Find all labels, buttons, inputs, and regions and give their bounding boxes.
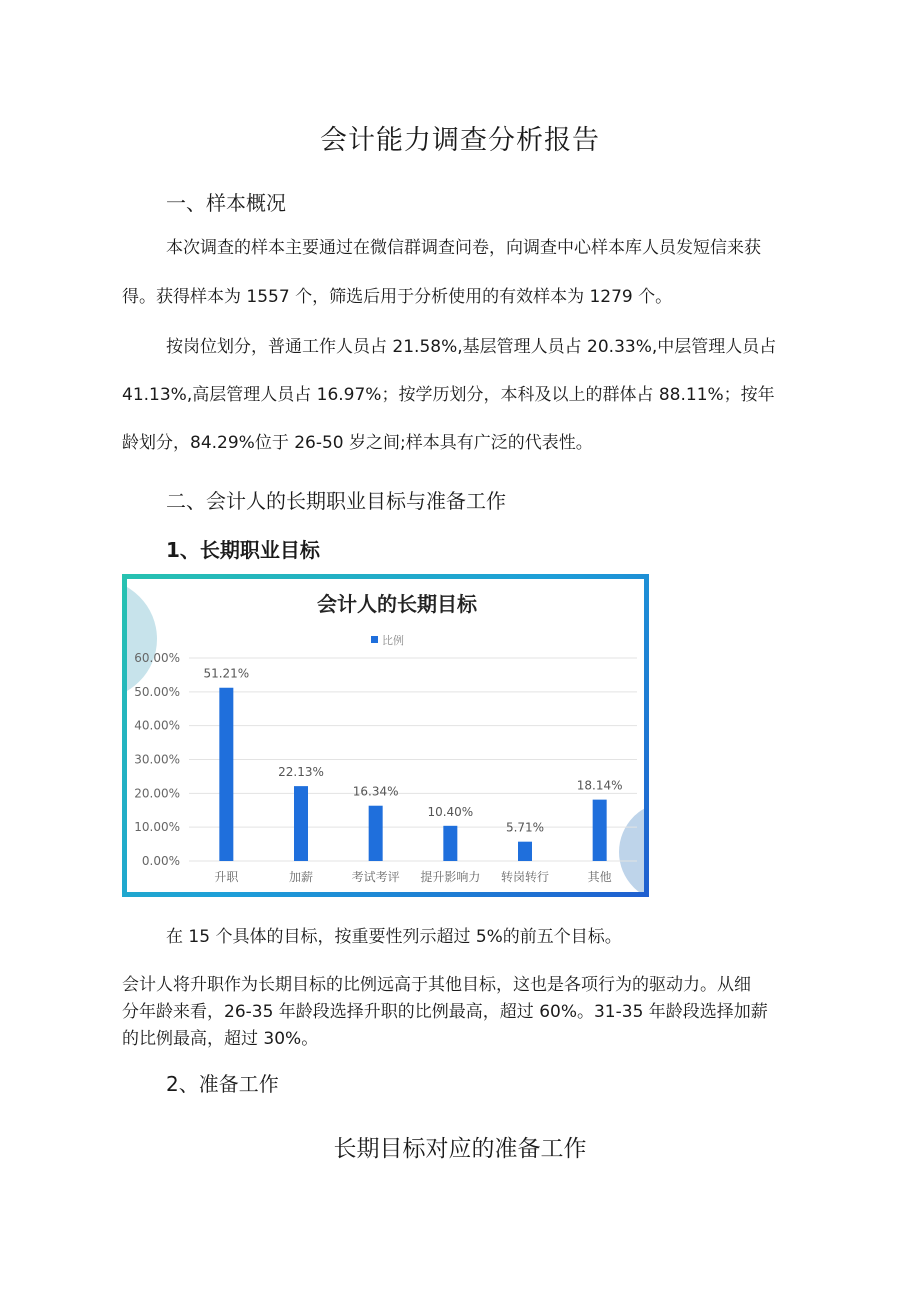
x-tick-label: 转岗转行 [500,870,550,884]
paragraph-analysis-line1: 会计人将升职作为长期目标的比例远高于其他目标，这也是各项行为的驱动力。从细 [122,975,751,995]
paragraph-sample-line1: 本次调查的样本主要通过在微信群调查问卷，向调查中心样本库人员发短信来获 [166,238,761,258]
y-tick-label: 30.00% [134,752,180,767]
section-heading-goals: 二、会计人的长期职业目标与准备工作 [166,489,506,513]
y-tick-label: 20.00% [134,786,180,801]
paragraph-analysis-line2: 分年龄来看，26-35 年龄段选择升职的比例最高，超过 60%。31-35 年龄段选择加薪 [122,1002,768,1022]
bar-6 [593,800,607,861]
paragraph-sample-line2: 得。获得样本为 1557 个，筛选后用于分析使用的有效样本为 1279 个。 [122,287,673,307]
subsection-heading-long-term-goals: 1、长期职业目标 [166,538,320,562]
subsection-heading-preparation: 2、准备工作 [166,1072,279,1096]
x-tick-label: 加薪 [288,870,314,884]
data-label: 51.21% [203,666,250,681]
data-label: 10.40% [427,804,474,819]
bar-2 [294,786,308,861]
chart-title: 会计人的长期目标 [317,592,477,616]
paragraph-analysis-line3: 的比例最高，超过 30%。 [122,1029,319,1049]
data-label: 22.13% [278,765,324,780]
legend-swatch [371,636,378,643]
bar-chart [127,579,644,892]
x-tick-label: 考试考评 [351,870,400,884]
section-heading-sample: 一、样本概况 [166,191,286,215]
document-title: 会计能力调查分析报告 [320,125,600,156]
bar-5 [518,842,532,861]
bar-3 [369,806,383,861]
chart-panel [127,579,644,892]
legend-label: 比例 [382,634,404,647]
chart-frame [122,574,649,897]
y-tick-label: 50.00% [134,684,180,699]
y-tick-label: 60.00% [134,651,180,665]
y-tick-label: 0.00% [141,854,180,868]
data-label: 5.71% [505,820,545,835]
next-chart-title: 长期目标对应的准备工作 [333,1136,587,1162]
paragraph-distribution-line2: 41.13%,高层管理人员占 16.97%；按学历划分，本科及以上的群体占 88.11%；按年 [122,385,775,405]
data-label: 18.14% [576,778,623,793]
y-tick-label: 40.00% [134,718,180,733]
y-tick-label: 10.00% [134,820,180,835]
bar-1 [219,688,233,861]
chart-caption: 在 15 个具体的目标，按重要性列示超过 5%的前五个目标。 [166,927,622,947]
paragraph-distribution-line3: 龄划分，84.29%位于 26-50 岁之间;样本具有广泛的代表性。 [122,433,593,453]
x-tick-label: 其他 [587,870,612,884]
paragraph-distribution-line1: 按岗位划分，普通工作人员占 21.58%,基层管理人员占 20.33%,中层管理人员占 [166,337,777,357]
x-tick-label: 升职 [214,870,239,884]
bar-4 [443,826,457,861]
data-label: 16.34% [352,784,399,799]
x-tick-label: 提升影响力 [420,870,481,884]
